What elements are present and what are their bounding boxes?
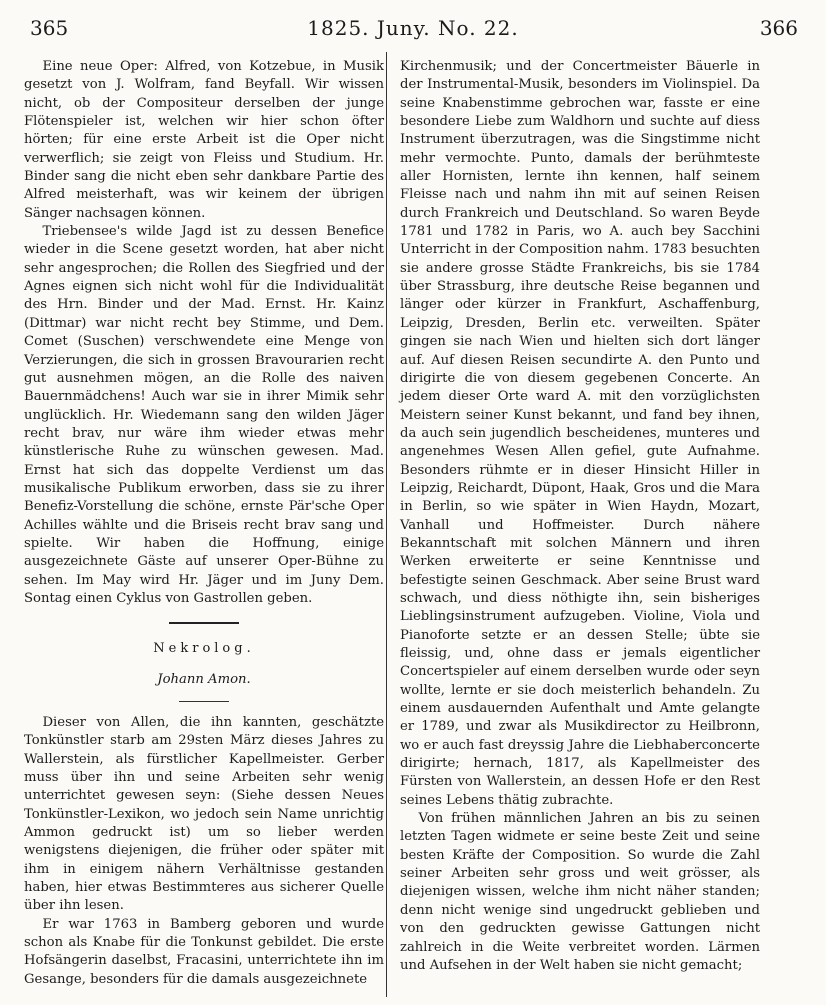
paragraph-birth: Er war 1763 in Bamberg geboren und wurde schon als Knabe für die Tonkunst gebildet. Die erste Hofsängerin daselbst, Fracasini, unterrichtete ihn im Gesange, besonders für die damals ausgezeichnete (24, 916, 384, 987)
page-number-left: 365 (30, 16, 69, 40)
paragraph-alfred-opera: Eine neue Oper: Alfred, von Kotzebue, in Musik gesetzt von J. Wolfram, fand Beyfall. Wir wissen nicht, ob der Compositeur derselben der junge Flötenspieler ist, welchen wir hier schon öfter hörten; für eine erste Arbeit ist die Oper nicht verwerflich; sie zeigt von Fleiss und Studium. Hr. Binder sang die nicht eben sehr dankbare Partie des Alfred meisterhaft, was wir keinem der übrigen Sänger nachsagen können. (24, 59, 384, 221)
paragraph-compositions: Von frühen männlichen Jahren an bis zu seinen letzten Tagen widmete er seine beste Zeit und seine besten Kräfte der Composition. So wurde die Zahl seiner Arbeiten sehr gross und weit grösser, als diejenigen wissen, welche ihm nicht näher standen; denn nicht wenige sind ungedruckt geblieben und von den gedruckten gewisse Gattungen nicht zahlreich in die Weite verbreitet worden. Lärmen und Aufsehen in der Welt haben sie nicht gemacht; (400, 811, 760, 973)
subtitle-rule (179, 701, 229, 702)
paragraph-wilde-jagd: Triebensee's wilde Jagd ist zu dessen Benefice wieder in die Scene gesetzt worden, hat aber nicht sehr angesprochen; die Rollen des Siegfried und der Agnes eignen sich nicht wohl für die Individualität des Hrn. Binder und der Mad. Ernst. Hr. Kainz (Dittmar) war nicht recht bey Stimme, und Dem. Comet (Suschen) verschwendete eine Menge von Verzierungen, die sich in grossen Bravourarien recht gut ausnehmen mögen, an die Rolle des naiven Bauernmädchens! Auch war sie in ihrer Mimik sehr unglücklich. Hr. Wiedemann sang den wilden Jäger recht brav, nur wäre ihm wieder etwas mehr künstlerische Ruhe zu wünschen gewesen. Mad. Ernst hat sich das doppelte Verdienst um das musikalische Publikum erworben, dass sie zu ihrer Benefiz-Vorstellung die schöne, ernste Pär'sche Oper Achilles wählte und die Briseis recht brav sang und spielte. Wir haben die Hoffnung, einige ausgezeichnete Gäste auf unserer Oper-Bühne zu sehen. Im May wird Hr. Jäger und im Juny Dem. Sontag einen Cyklus von Gastrollen geben. (24, 224, 384, 606)
obituary-subject: Johann Amon. (157, 671, 251, 687)
paragraph-obituary-intro: Dieser von Allen, die ihn kannten, geschätzte Tonkünstler starb am 29sten März dieses Jahres zu Wallerstein, als fürstlicher Kapellmeister. Gerber muss über ihn und seine Arbeiten sehr wenig unterrichtet gewesen seyn: (Siehe dessen Neues Tonkünstler-Lexikon, wo jedoch sein Name unrichtig Ammon gedruckt ist) um so lieber werden wenigstens diejenigen, die früher oder später mit ihm in einigem nähern Verhältnisse gestanden haben, hier etwas Bestimmteres aus sicherer Quelle über ihn lesen. (24, 715, 384, 914)
right-column (400, 58, 760, 975)
page-number-right: 366 (759, 16, 798, 40)
column-divider (386, 52, 387, 997)
section-title: Nekrolog. (153, 641, 255, 657)
page-header (0, 14, 826, 46)
issue-heading: 1825. Juny. No. 22. (307, 16, 519, 40)
section-separator (169, 622, 239, 624)
left-column (24, 58, 384, 989)
paragraph-career: Kirchenmusik; und der Concertmeister Bäuerle in der Instrumental-Musik, besonders im Violinspiel. Da seine Knabenstimme gebrochen war, fasste er eine besondere Liebe zum Waldhorn und suchte auf diess Instrument überzutragen, was die Singstimme nicht mehr vermochte. Punto, damals der berühmteste aller Hornisten, lernte ihn kennen, half seinem Fleisse nach und nahm ihn mit auf seinen Reisen durch Frankreich und Deutschland. So waren Beyde 1781 und 1782 in Paris, wo A. auch bey Sacchini Unterricht in der Composition nahm. 1783 besuchten sie andere grosse Städte Frankreichs, bis sie 1784 über Strassburg, ihre deutsche Reise begannen und länger oder kürzer in Frankfurt, Aschaffenburg, Leipzig, Dresden, Berlin etc. verweilten. Später gingen sie nach Wien und hielten sich dort länger auf. Auf diesen Reisen secundirte A. den Punto und dirigirte die von diesem gegebenen Concerte. An jedem dieser Orte ward A. mit den vorzüglichsten Meistern seiner Kunst bekannt, und fand bey ihnen, da auch sein jugendlich bescheidenes, munteres und angenehmes Wesen Allen gefiel, gute Aufnahme. Besonders rühmte er in dieser Hinsicht Hiller in Leipzig, Reichardt, Düpont, Haak, Gros und die Mara in Berlin, so wie später in Wien Haydn, Mozart, Vanhall und Hoffmeister. Durch nähere Bekanntschaft mit solchen Männern und ihren Werken erweiterte er seine Kenntnisse und befestigte seinen Geschmack. Aber seine Brust ward schwach, und diess nöthigte ihn, sein bisheriges Lieblingsinstrument aufzugeben. Violine, Viola und Pianoforte setzte er an dessen Stelle; übte sie fleissig, und, ohne dass er jemals eigentlicher Concertspieler auf einem derselben wurde oder seyn wollte, lernte er sie doch meisterlich behandeln. Zu einem ausdauernden Aufenthalt und Amte gelangte er 1789, und zwar als Musikdirector zu Heilbronn, wo er auch fast dreyssig Jahre die Liebhaberconcerte dirigirte; hernach, 1817, als Kapellmeister des Fürsten von Wallerstein, an dessen Hofe er den Rest seines Lebens thätig zubrachte. (400, 59, 760, 808)
